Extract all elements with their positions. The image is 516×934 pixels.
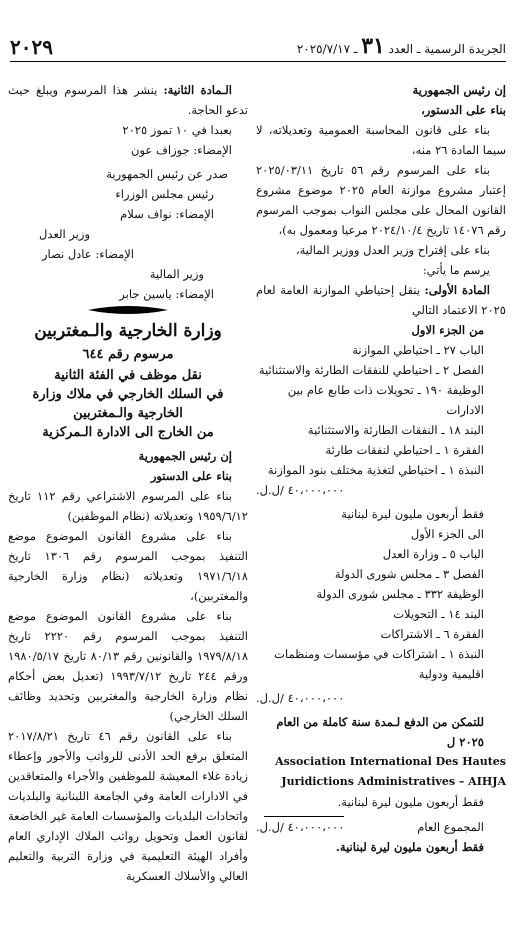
gazette-name: الجريدة الرسمية ـ العدد xyxy=(388,41,506,56)
finance-minister-title: وزير المالية xyxy=(149,267,204,281)
to-item: الفصل ٣ ـ مجلس شورى الدولة xyxy=(334,567,484,581)
from-item: الفصل ٢ ـ احتياطي للنفقات الطارئة والاستثنائية xyxy=(258,363,484,377)
issue-number: ٣١ xyxy=(361,32,385,59)
gazette-title xyxy=(296,32,506,59)
preamble-proposal: بناء على إقتراح وزير العدل ووزير المالية، xyxy=(295,243,490,257)
total-label: المجموع العام xyxy=(417,820,484,834)
association-line-2: Juridictions Administratives – AIHJA xyxy=(281,775,506,788)
page-header xyxy=(10,34,506,60)
purpose-line: للتمكن من الدفع لـمدة سنة كاملة من العام ٢٠٢٥ ل xyxy=(276,715,484,749)
to-item: الفقرة ٦ ـ الاشتراكات xyxy=(380,627,484,641)
to-part-heading: الى الجزء الأول xyxy=(410,527,484,541)
from-item: الباب ٢٧ ـ احتياطي الموازنة xyxy=(352,343,484,357)
preamble-budget: بناء على المرسوم رقم ٥٦ تاريخ ٢٠٢٥/٠٣/١١ إعتبار مشروع موازنة العام ٢٠٢٥ موضوع مشروع القانون المحال على مجلس النواب بموجب المرسوم رقم ١٤٠٧٦ تاريخ ٢٠٢٤/١٠/٤ مرعيا ومعمول به)، xyxy=(256,163,506,237)
to-item: الوظيفة ٣٣٢ ـ مجلس شورى الدولة xyxy=(316,587,484,601)
from-item: النبذة ١ ـ احتياطي لتغذية مختلف بنود الموازنة xyxy=(267,463,484,477)
decree-preamble-1: بناء على المرسوم الاشتراعي رقم ١١٢ تاريخ ١٩٥٩/٦/١٢ وتعديلاته (نظام الموظفين) xyxy=(8,489,248,523)
from-part-heading: من الجزء الاول xyxy=(411,323,484,337)
issue-date: ـ ٢٠٢٥/٧/١٧ xyxy=(296,41,358,56)
from-item: الوظيفة ١٩٠ ـ تحويلات ذات طابع عام بين الادارات xyxy=(287,383,484,417)
left-column xyxy=(8,80,248,886)
decree-president-line: إن رئيس الجمهورية xyxy=(138,449,232,463)
to-item: البند ١٤ ـ التحويلات xyxy=(393,607,484,621)
article-one-text: ينقل إحتياطي الموازنة العامة لعام ٢٠٢٥ الاعتماد التالي xyxy=(256,283,506,317)
decree-constitution-line: بناء على الدستور xyxy=(150,469,232,483)
association-line-1: Association International Des Hautes xyxy=(275,755,506,768)
president-line: إن رئيس الجمهورية xyxy=(412,83,506,97)
right-column xyxy=(256,80,506,857)
total-words: فقط أربعون مليون ليرة لبنانية. xyxy=(335,840,484,854)
finance-minister-signature: الإمضاء: ياسين جابر xyxy=(119,287,214,301)
total-amount: ٤٠،٠٠٠،٠٠٠ /ل.ل. xyxy=(256,820,345,834)
page-number: ٢٠٢٩ xyxy=(10,35,53,59)
article-one-label: المادة الأولى: xyxy=(424,283,490,297)
to-item: النبذة ١ ـ اشتراكات في مؤسسات ومنظمات اقليمية ودولية xyxy=(274,647,484,681)
to-item: الباب ٥ ـ وزارة العدل xyxy=(382,547,484,561)
article-two-label: الـمادة الثانية: xyxy=(163,83,232,97)
decrees-line: يرسم ما يأتي: xyxy=(422,263,490,277)
from-item: البند ١٨ ـ النفقات الطارئة والاستثنائية xyxy=(307,423,484,437)
justice-minister-title: وزير العدل xyxy=(39,227,90,241)
article-two xyxy=(8,80,248,120)
preamble-accounting: بناء على قانون المحاسبة العمومية وتعديلاته، لا سيما المادة ٢٦ منه، xyxy=(256,123,506,157)
issued-by: صدر عن رئيس الجمهورية xyxy=(106,167,228,181)
prime-minister-signature: الإمضاء: نواف سلام xyxy=(120,207,214,221)
decree-subject-1: نقل موظف في الفئة الثانية xyxy=(54,368,202,383)
decree-preamble-3: بناء على مشروع القانون الموضوع موضع التنفيذ بموجب المرسوم رقم ٢٢٢٠ تاريخ ١٩٧٩/٨/١٨ والقانونين رقم ٨٠/١٣ تاريخ ١٩٨٠/٥/١٧ ورقم ٢٤٤ تاريخ ١٩٩٣/٧/١٢ (تعديل بعض أحكام نظام وزارة الخارجية والمغتربين وتحديد وظائف السلك الخارجي) xyxy=(8,609,249,723)
president-signature: الإمضاء: جوزاف عون xyxy=(131,143,232,157)
constitution-line: بناء على الدستور، xyxy=(421,103,506,117)
from-item: الفقرة ١ ـ احتياطي لنفقات طارئة xyxy=(325,443,484,457)
justice-minister-signature: الإمضاء: عادل نصار xyxy=(41,247,134,261)
total-row xyxy=(256,817,506,837)
section-ornament xyxy=(88,304,168,316)
signing-date: بعبدا في ١٠ تموز ٢٠٢٥ xyxy=(122,123,232,137)
article-two-text: ينشر هذا المرسوم ويبلغ حيث تدعو الحاجة. xyxy=(8,83,248,117)
decree-number: مرسوم رقم ٦٤٤ xyxy=(82,347,174,362)
amount-from: ٤٠،٠٠٠،٠٠٠ /ل.ل. xyxy=(256,483,345,497)
ministry-heading: وزارة الخارجية والـمغتربين xyxy=(34,321,222,341)
decree-preamble-2: بناء على مشروع القانون الموضوع موضع التنفيذ بموجب المرسوم رقم ١٣٠٦ تاريخ ١٩٧١/٦/١٨ وتعديلاته (نظام وزارة الخارجية والمغتربين)، xyxy=(8,529,248,603)
article-one xyxy=(256,280,506,320)
decree-preamble-4: بناء على القانون رقم ٤٦ تاريخ ٢٠١٧/٨/٢١ المتعلق برفع الحد الأدنى للرواتب والأجور وإعطاء زيادة غلاء المعيشة للموظفين والأجراء والمتعاقدين في الادارات العامة وفي الجامعة اللبنانية والبلديات واتحادات البلديات والمؤسسات العامة غير الخاضعة لقانون العمل وتحويل رواتب الملاك الإداري العام وأفراد الهيئة التعليمية في وزارة التربية والتعليم العالي والأسلاك العسكرية xyxy=(8,729,248,883)
decree-subject-2: في السلك الخارجي في ملاك وزارة الخارجية والـمغتربين xyxy=(32,387,224,421)
amount-to: ٤٠،٠٠٠،٠٠٠ /ل.ل. xyxy=(256,691,345,705)
amount-words-to: فقط أربعون مليون ليرة لبنانية. xyxy=(337,795,484,809)
header-rule xyxy=(10,61,506,62)
prime-minister-title: رئيس مجلس الوزراء xyxy=(115,187,214,201)
amount-words-from: فقط أربعون مليون ليرة لبنانية xyxy=(341,507,484,521)
decree-subject-3: من الخارج الى الادارة الـمركزية xyxy=(42,425,214,440)
